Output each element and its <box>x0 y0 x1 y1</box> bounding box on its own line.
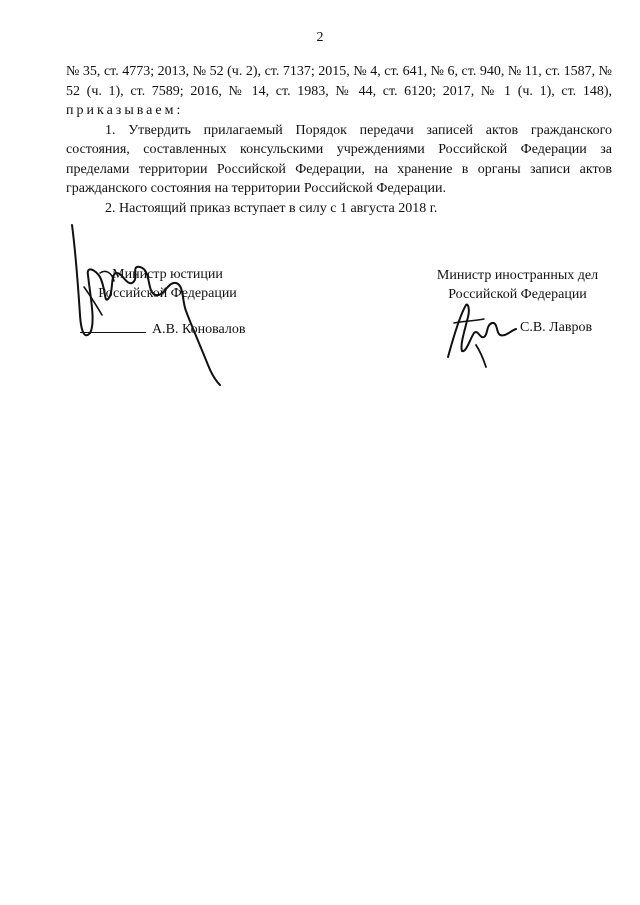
signature-block-left <box>80 265 255 303</box>
signature-block-right <box>400 266 635 304</box>
signatory-title-line1: Министр иностранных дел <box>436 268 599 283</box>
handwritten-signature-right <box>440 295 530 370</box>
citation-text: № 35, ст. 4773; 2013, № 52 (ч. 2), ст. 7137; 2015, № 4, ст. 641, № 6, ст. 940, № 11, ст. 1587, № 52 (ч. 1), ст. 7589; 2016, № 14, ст. 1983, № 44, ст. 6120; 2017, № 1 (ч. 1), ст. 148), <box>66 64 612 99</box>
paragraph-item-1: 1. Утвердить прилагаемый Порядок передачи записей актов гражданского состояния, составленных консульскими учреждениями Российской Федерации за пределами территории Российской Федерации, на хранение в органы записи актов гражданского состояния на территории Российской Федерации. <box>66 122 612 196</box>
signatory-name-right: С.В. Лавров <box>520 320 593 335</box>
paragraph-citation <box>66 62 612 121</box>
signatory-title-line1: Министр юстиции <box>112 267 223 282</box>
page-number: 2 <box>316 30 324 45</box>
signatory-name-text: А.В. Коновалов <box>152 322 246 337</box>
signatory-title-line2: Российской Федерации <box>448 287 587 302</box>
signatory-name-left <box>80 320 245 338</box>
signatory-title-line2: Российской Федерации <box>98 286 237 301</box>
command-word: приказываем: <box>66 103 184 118</box>
document-body <box>66 62 612 218</box>
signature-line <box>80 320 146 333</box>
paragraph-item-2: 2. Настоящий приказ вступает в силу с 1 августа 2018 г. <box>105 200 438 216</box>
